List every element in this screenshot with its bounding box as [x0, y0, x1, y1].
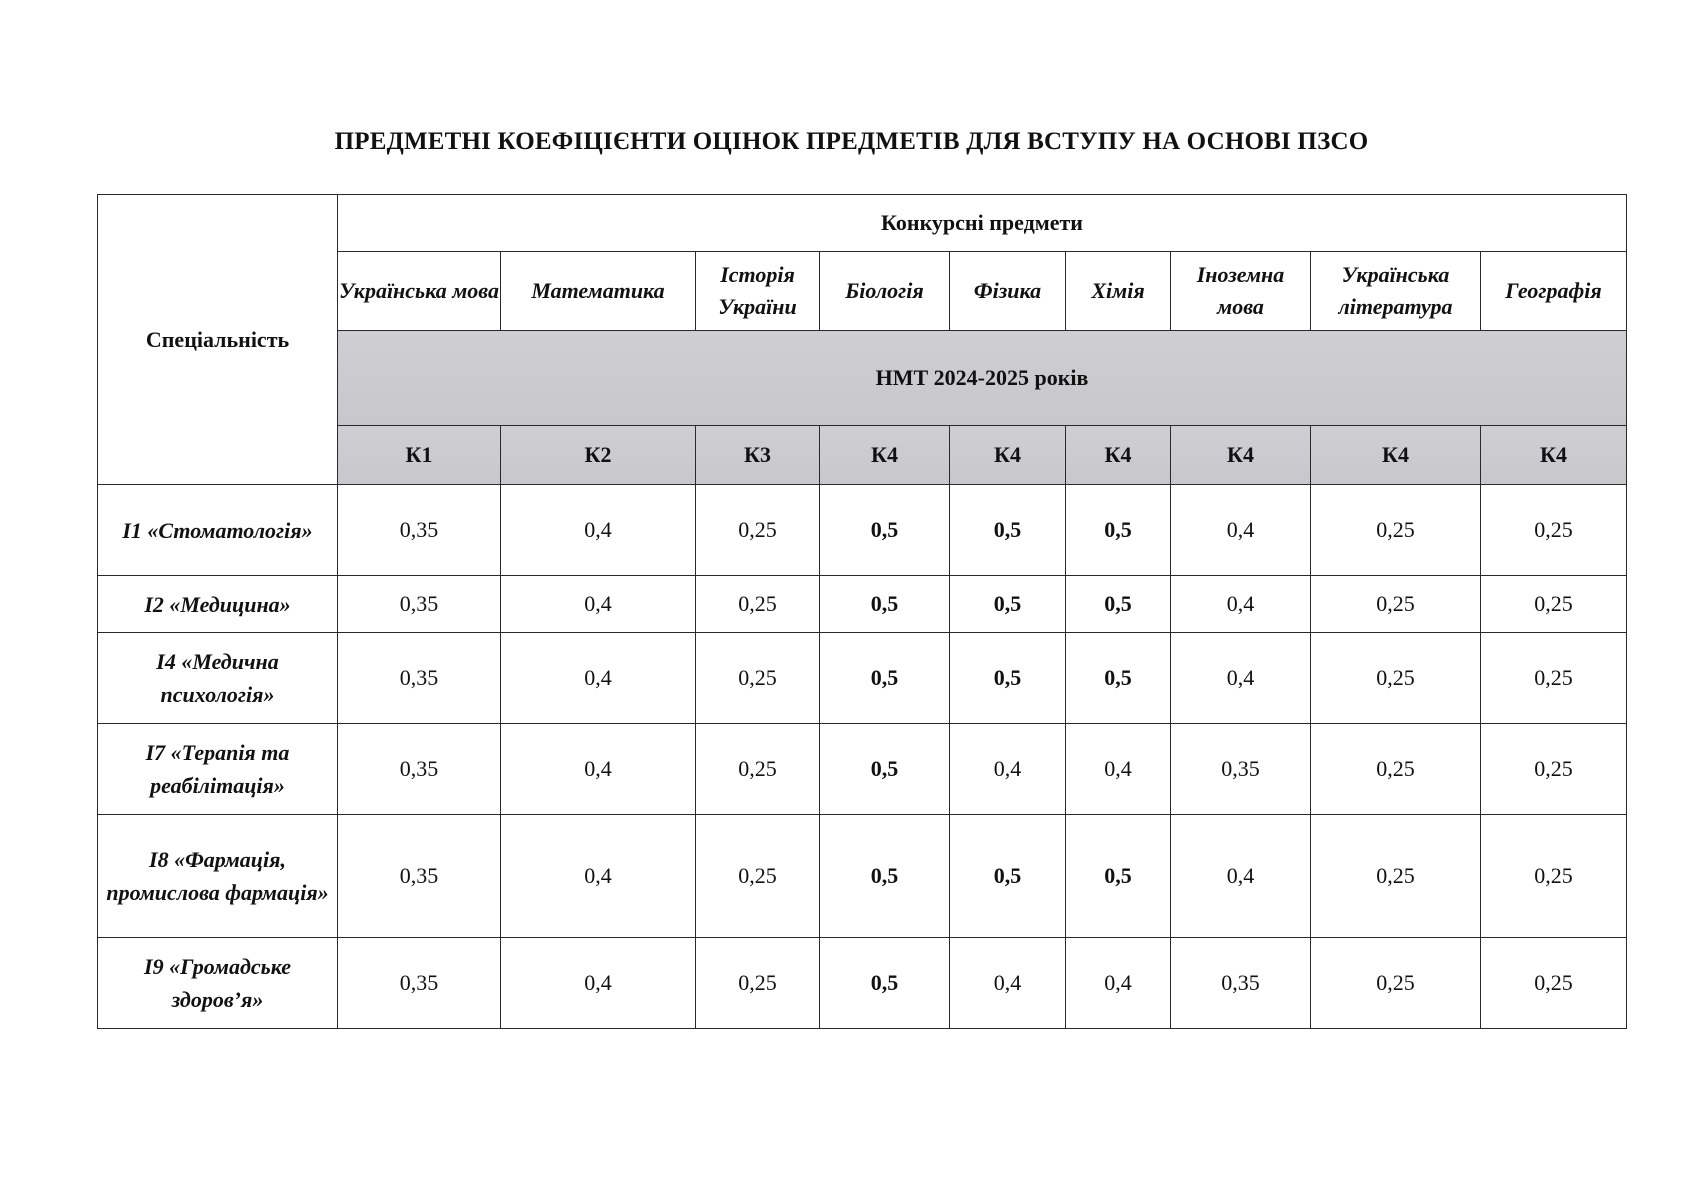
- subject-header: Математика: [501, 252, 696, 331]
- coefficient-value: 0,5: [1066, 633, 1171, 724]
- competitive-subjects-header: Конкурсні предмети: [338, 195, 1627, 252]
- coefficient-value: 0,25: [1311, 633, 1481, 724]
- coefficient-value: 0,4: [501, 485, 696, 576]
- specialty-name: I9 «Громадське здоров’я»: [98, 938, 338, 1029]
- coefficient-value: 0,4: [501, 938, 696, 1029]
- coefficient-value: 0,5: [1066, 485, 1171, 576]
- coefficient-value: 0,35: [338, 815, 501, 938]
- coefficient-value: 0,25: [1481, 815, 1627, 938]
- coefficient-label: К4: [1171, 426, 1311, 485]
- coefficient-value: 0,5: [820, 485, 950, 576]
- coefficient-value: 0,5: [820, 576, 950, 633]
- coefficient-label: К4: [1481, 426, 1627, 485]
- table-row: [98, 485, 1627, 576]
- specialty-header: Спеціальність: [98, 195, 338, 485]
- coefficient-value: 0,5: [820, 815, 950, 938]
- coefficient-value: 0,4: [501, 576, 696, 633]
- coefficient-value: 0,25: [696, 633, 820, 724]
- coefficient-value: 0,35: [1171, 724, 1311, 815]
- coefficient-label: К4: [820, 426, 950, 485]
- coefficient-value: 0,25: [1481, 485, 1627, 576]
- coefficient-value: 0,25: [1481, 724, 1627, 815]
- coefficient-value: 0,4: [1066, 724, 1171, 815]
- coefficient-value: 0,5: [820, 724, 950, 815]
- subject-header: Українська мова: [338, 252, 501, 331]
- specialty-name: I1 «Стоматологія»: [98, 485, 338, 576]
- subject-header: Українська література: [1311, 252, 1481, 331]
- coefficient-value: 0,25: [1481, 576, 1627, 633]
- subject-header: Іноземна мова: [1171, 252, 1311, 331]
- coefficient-value: 0,5: [950, 576, 1066, 633]
- coefficient-value: 0,25: [1311, 815, 1481, 938]
- coefficient-value: 0,35: [338, 633, 501, 724]
- coefficient-value: 0,25: [696, 576, 820, 633]
- coefficient-value: 0,4: [1066, 938, 1171, 1029]
- coefficient-value: 0,5: [950, 485, 1066, 576]
- coefficient-value: 0,5: [950, 633, 1066, 724]
- coefficient-label: К3: [696, 426, 820, 485]
- table-row: [98, 633, 1627, 724]
- coefficient-value: 0,4: [501, 724, 696, 815]
- coefficient-value: 0,25: [1311, 576, 1481, 633]
- coefficient-label: К1: [338, 426, 501, 485]
- specialty-name: I8 «Фармація, промислова фармація»: [98, 815, 338, 938]
- coefficient-value: 0,4: [950, 724, 1066, 815]
- coefficients-table: [97, 194, 1627, 1029]
- coefficient-label: К4: [1311, 426, 1481, 485]
- coefficient-value: 0,4: [1171, 633, 1311, 724]
- coefficient-value: 0,4: [501, 815, 696, 938]
- coefficient-value: 0,25: [1311, 485, 1481, 576]
- table-row: [98, 938, 1627, 1029]
- coefficient-value: 0,4: [950, 938, 1066, 1029]
- coefficient-value: 0,25: [696, 724, 820, 815]
- coefficient-value: 0,5: [820, 938, 950, 1029]
- coefficient-value: 0,4: [501, 633, 696, 724]
- document-title: ПРЕДМЕТНІ КОЕФІЦІЄНТИ ОЦІНОК ПРЕДМЕТІВ ДЛЯ ВСТУПУ НА ОСНОВІ ПЗСО: [334, 128, 1369, 155]
- specialty-name: I2 «Медицина»: [98, 576, 338, 633]
- coefficient-value: 0,35: [338, 724, 501, 815]
- coefficient-value: 0,35: [338, 576, 501, 633]
- coefficient-value: 0,5: [820, 633, 950, 724]
- subject-header: Біологія: [820, 252, 950, 331]
- coefficient-value: 0,25: [1481, 633, 1627, 724]
- subject-header: Хімія: [1066, 252, 1171, 331]
- coefficient-value: 0,4: [1171, 485, 1311, 576]
- coefficient-value: 0,35: [1171, 938, 1311, 1029]
- coefficient-value: 0,35: [338, 938, 501, 1029]
- coefficient-label: К2: [501, 426, 696, 485]
- coefficient-value: 0,4: [1171, 815, 1311, 938]
- table-row: [98, 815, 1627, 938]
- table-row: [98, 724, 1627, 815]
- coefficient-value: 0,5: [950, 815, 1066, 938]
- coefficient-value: 0,25: [696, 485, 820, 576]
- coefficient-value: 0,35: [338, 485, 501, 576]
- coefficient-value: 0,25: [1311, 724, 1481, 815]
- coefficient-value: 0,4: [1171, 576, 1311, 633]
- exam-header: НМТ 2024-2025 років: [338, 331, 1627, 426]
- coefficient-label: К4: [1066, 426, 1171, 485]
- table-row: [98, 576, 1627, 633]
- specialty-name: I7 «Терапія та реабілітація»: [98, 724, 338, 815]
- coefficient-value: 0,5: [1066, 815, 1171, 938]
- subject-header: Історія України: [696, 252, 820, 331]
- coefficient-label: К4: [950, 426, 1066, 485]
- coefficient-value: 0,25: [696, 815, 820, 938]
- subject-header: Фізика: [950, 252, 1066, 331]
- coefficient-value: 0,25: [696, 938, 820, 1029]
- specialty-name: I4 «Медична психологія»: [98, 633, 338, 724]
- coefficient-value: 0,5: [1066, 576, 1171, 633]
- subject-header: Географія: [1481, 252, 1627, 331]
- coefficient-value: 0,25: [1311, 938, 1481, 1029]
- coefficient-value: 0,25: [1481, 938, 1627, 1029]
